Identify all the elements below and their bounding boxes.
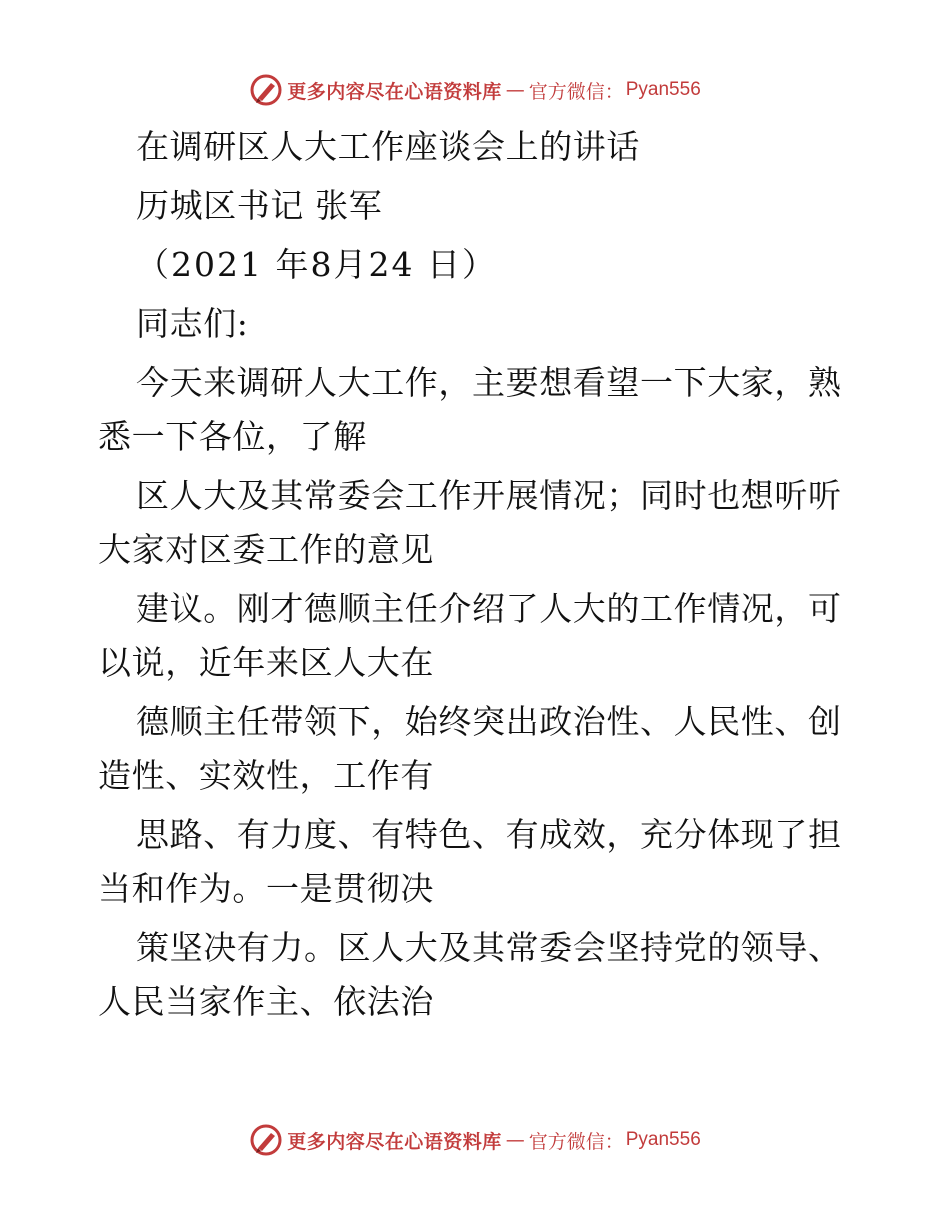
- document-title: 在调研区人大工作座谈会上的讲话: [136, 127, 640, 166]
- paragraph: [98, 356, 858, 464]
- paragraph: [98, 469, 858, 577]
- footer-banner: [0, 1120, 950, 1160]
- banner-separator: —: [505, 79, 525, 101]
- paragraph-line: 今天来调研人大工作，主要想看望一下大家，熟: [136, 363, 842, 402]
- pen-logo-icon: [249, 73, 283, 107]
- paragraph-line: 策坚决有力。区人大及其常委会坚持党的领导、: [136, 928, 842, 967]
- paragraph-line: 造性、实效性，工作有: [98, 756, 434, 795]
- paragraph-line: 人民当家作主、依法治: [98, 982, 434, 1021]
- paragraph-line: 当和作为。一是贯彻决: [98, 869, 434, 908]
- document-author: 历城区书记 张军: [136, 186, 383, 225]
- document-salutation: 同志们:: [136, 304, 249, 343]
- banner-wechat-id: Pyan556: [625, 79, 701, 100]
- paragraph: [98, 695, 858, 803]
- paragraph-line: 建议。刚才德顺主任介绍了人大的工作情况，可: [136, 589, 842, 628]
- banner-text: 更多内容尽在心语资料库: [287, 1130, 502, 1153]
- paragraph-line: 以说，近年来区人大在: [98, 643, 434, 682]
- paragraph-line: 德顺主任带领下，始终突出政治性、人民性、创: [136, 702, 842, 741]
- paragraph: [98, 582, 858, 690]
- banner-wechat-id: Pyan556: [625, 1129, 701, 1150]
- banner-text: 更多内容尽在心语资料库: [287, 80, 502, 103]
- pen-logo-icon: [249, 1123, 283, 1157]
- header-banner: [0, 70, 950, 110]
- paragraph-line: 悉一下各位，了解: [98, 417, 367, 456]
- document-body: [98, 120, 858, 1029]
- paragraph: [98, 921, 858, 1029]
- banner-separator: —: [505, 1129, 525, 1151]
- document-date: （2021 年8月24 日）: [136, 245, 497, 284]
- paragraph-line: 区人大及其常委会工作开展情况；同时也想听听: [136, 476, 842, 515]
- paragraph: [98, 808, 858, 916]
- paragraph-line: 大家对区委工作的意见: [98, 530, 434, 569]
- banner-wechat-label: 官方微信：: [528, 1130, 624, 1153]
- banner-wechat-label: 官方微信：: [528, 80, 624, 103]
- paragraph-line: 思路、有力度、有特色、有成效，充分体现了担: [136, 815, 842, 854]
